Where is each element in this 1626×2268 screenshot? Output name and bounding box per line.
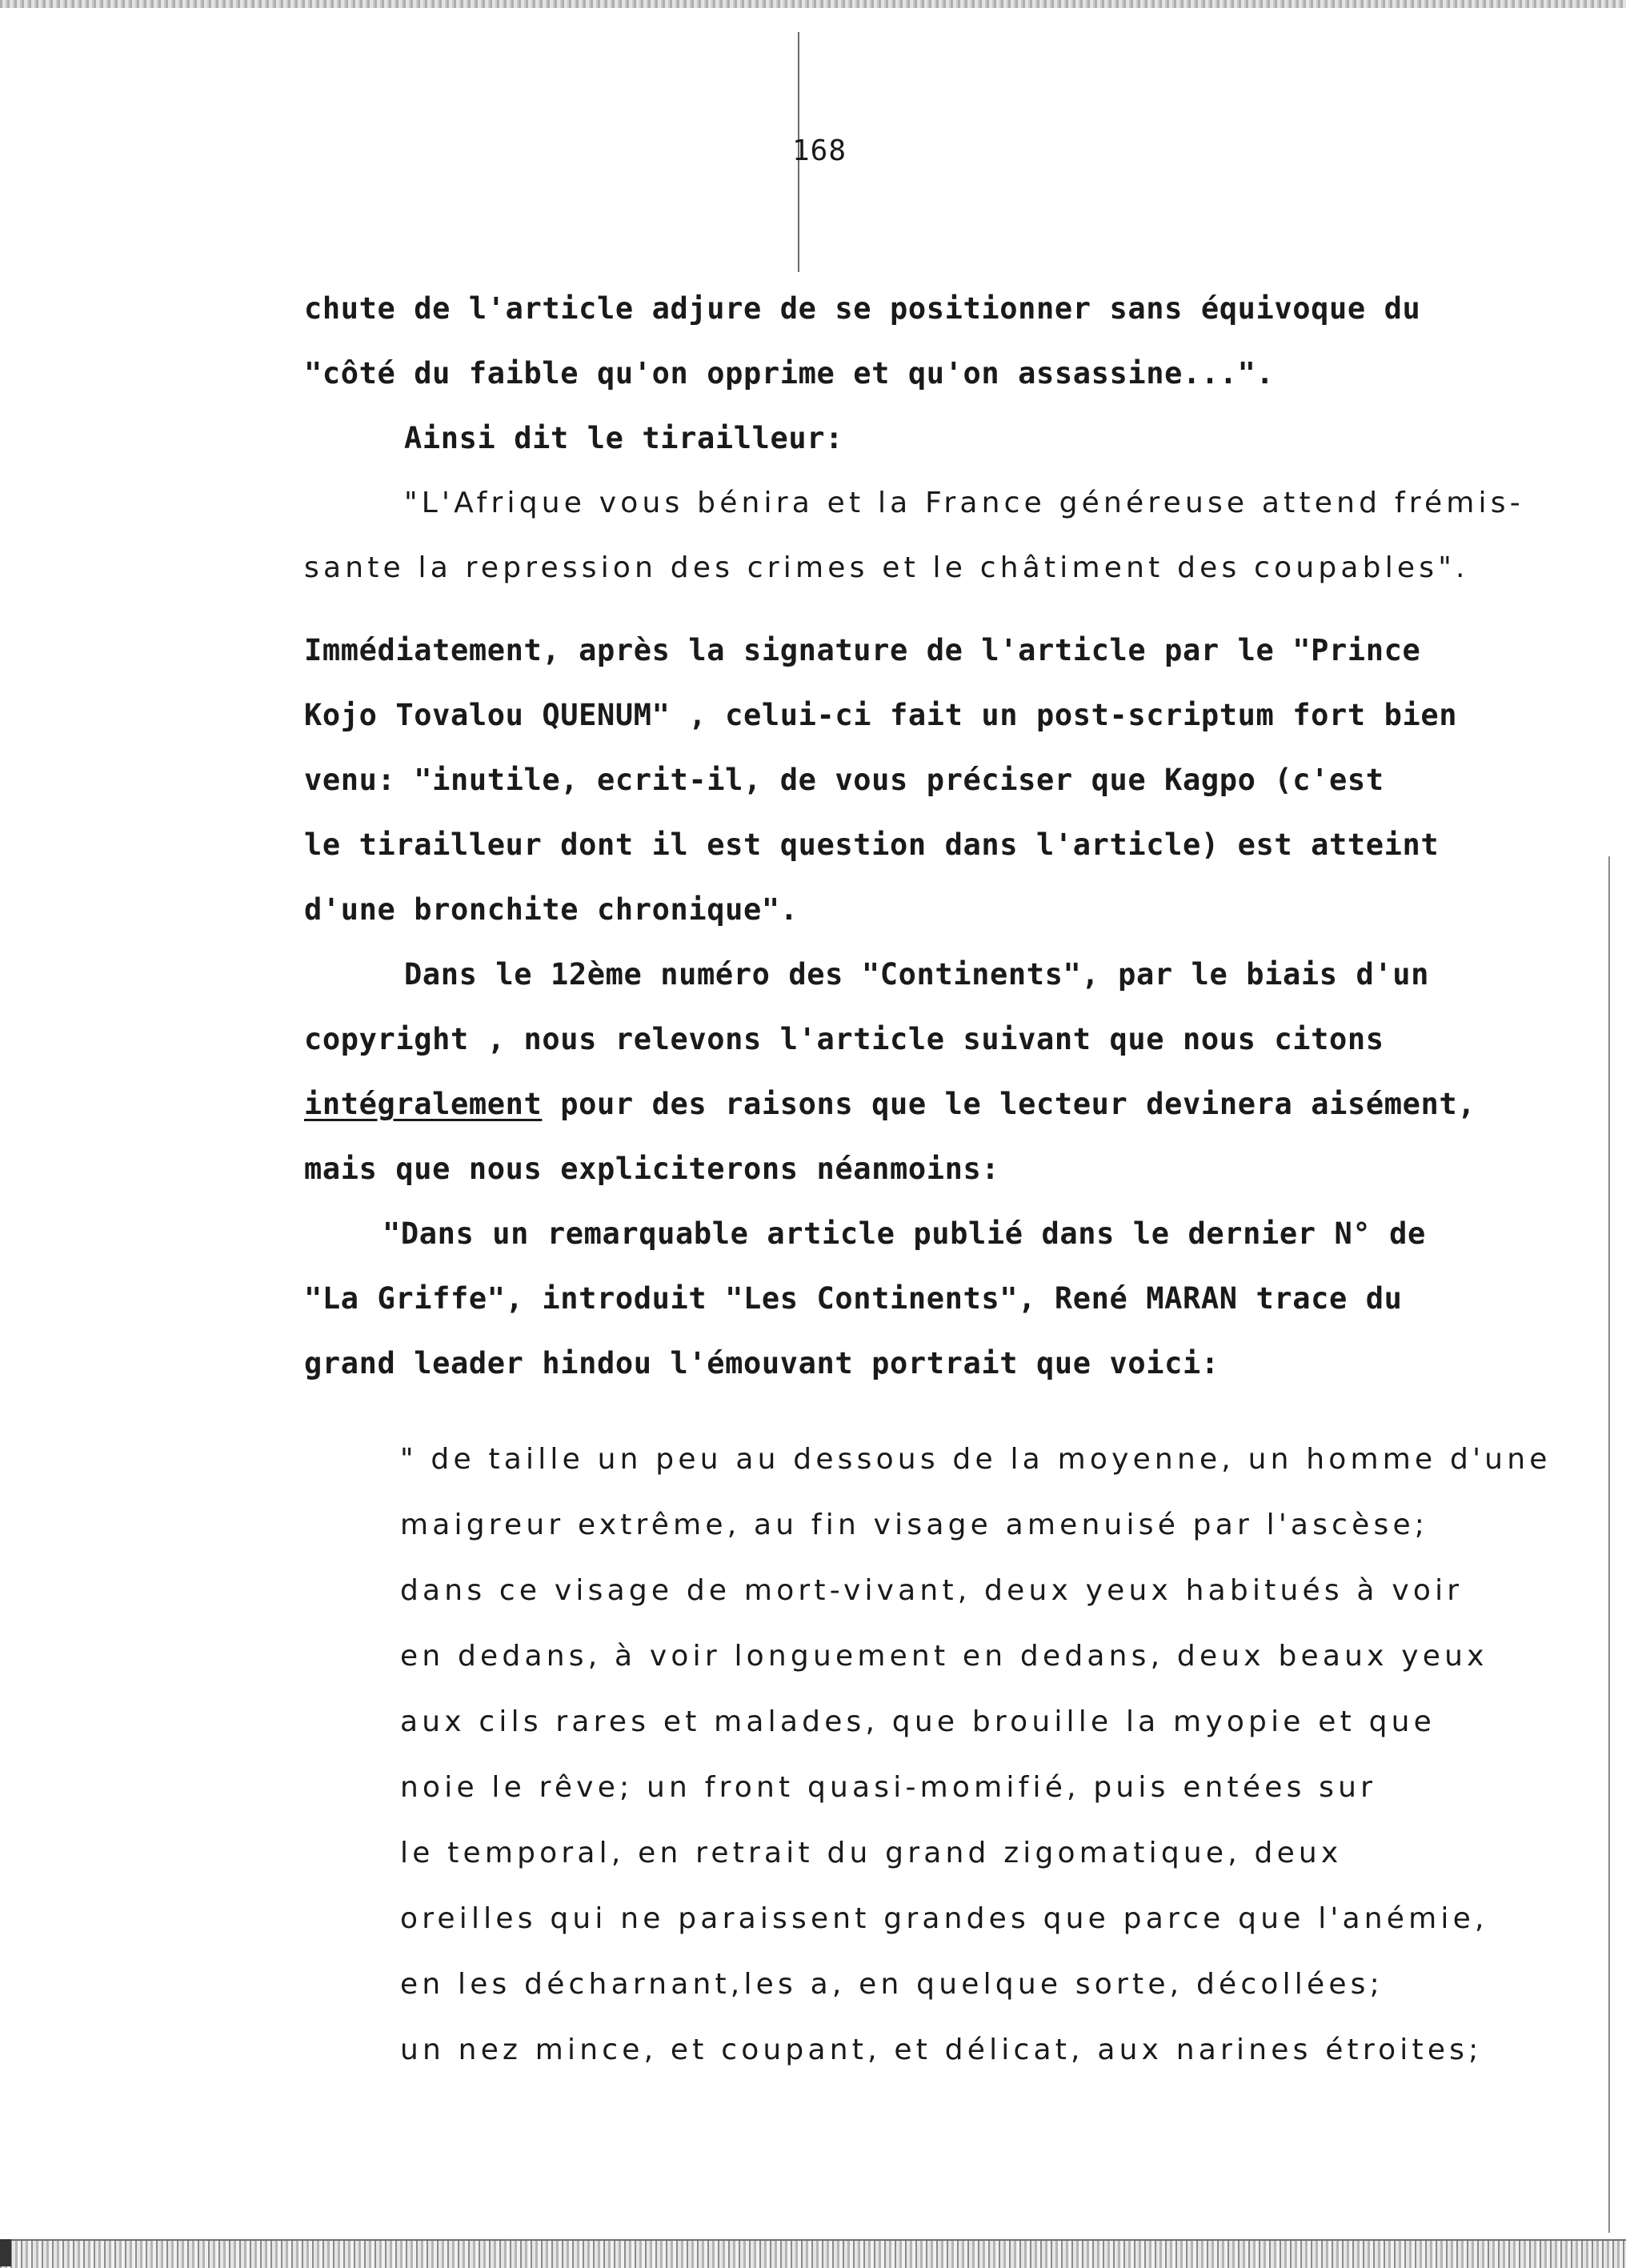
scan-bottom-border <box>0 2239 1626 2268</box>
page-number: 168 <box>792 134 847 167</box>
quote-line: noie le rêve; un front quasi-momifié, puis entées sur <box>400 1771 1377 1804</box>
text-line: copyright , nous relevons l'article suivant que nous citons <box>304 1022 1384 1056</box>
text-line: Ainsi dit le tirailleur: <box>404 421 844 455</box>
text-line: "L'Afrique vous bénira et la France généreuse attend frémis- <box>404 487 1524 519</box>
underlined-word: intégralement <box>304 1087 543 1121</box>
quote-line: en les décharnant,les a, en quelque sorte, décollées; <box>400 1968 1384 2001</box>
quote-line: un nez mince, et coupant, et délicat, aux narines étroites; <box>400 2034 1483 2066</box>
text-line: mais que nous expliciterons néanmoins: <box>304 1152 1000 1186</box>
text-line: Kojo Tovalou QUENUM" , celui-ci fait un post-scriptum fort bien <box>304 698 1458 732</box>
quote-line: en dedans, à voir longuement en dedans, deux beaux yeux <box>400 1640 1488 1673</box>
text-line: venu: "inutile, ecrit-il, de vous préciser que Kagpo (c'est <box>304 763 1384 797</box>
text-line: "Dans un remarquable article publié dans le dernier N° de <box>382 1216 1426 1251</box>
quote-line: oreilles qui ne paraissent grandes que parce que l'anémie, <box>400 1902 1488 1935</box>
scan-top-border <box>0 0 1626 8</box>
quote-line: le temporal, en retrait du grand zigomatique, deux <box>400 1837 1343 1869</box>
text-line: "La Griffe", introduit "Les Continents", René MARAN trace du <box>304 1281 1403 1316</box>
text-line <box>304 1087 1476 1122</box>
text-line: Dans le 12ème numéro des "Continents", par le biais d'un <box>404 957 1430 992</box>
text-line: grand leader hindou l'émouvant portrait que voici: <box>304 1346 1220 1380</box>
text-line: d'une bronchite chronique". <box>304 892 799 927</box>
text-line: le tirailleur dont il est question dans l'article) est atteint <box>304 827 1440 862</box>
text-line: Immédiatement, après la signature de l'article par le "Prince <box>304 633 1421 667</box>
scan-corner-mark <box>0 2239 11 2266</box>
quote-line: dans ce visage de mort-vivant, deux yeux habitués à voir <box>400 1574 1464 1607</box>
quote-line: aux cils rares et malades, que brouille la myopie et que <box>400 1705 1436 1738</box>
text-line: chute de l'article adjure de se positionner sans équivoque du <box>304 291 1421 326</box>
quote-line: " de taille un peu au dessous de la moyenne, un homme d'une <box>400 1443 1552 1476</box>
text-line: sante la repression des crimes et le châtiment des coupables". <box>304 551 1469 584</box>
quote-line: maigreur extrême, au fin visage amenuisé par l'ascèse; <box>400 1509 1429 1541</box>
scan-right-edge <box>1608 856 1610 2233</box>
text-line: "côté du faible qu'on opprime et qu'on assassine...". <box>304 356 1275 391</box>
text-line-rest: pour des raisons que le lecteur devinera aisément, <box>560 1087 1476 1121</box>
